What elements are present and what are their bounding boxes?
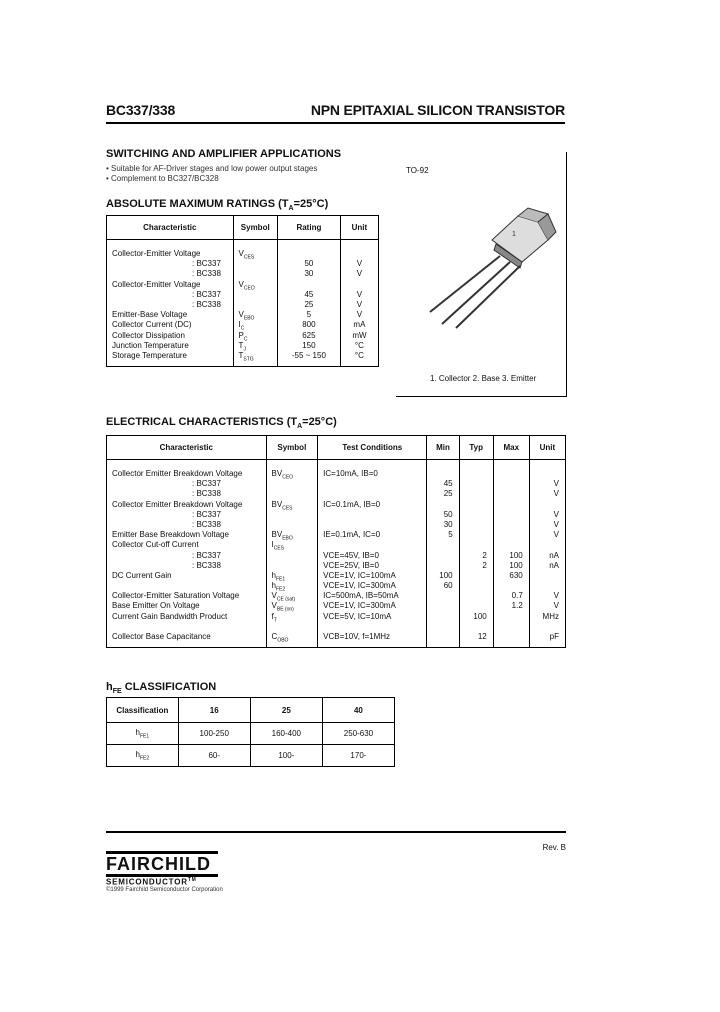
min-cell: 30 <box>443 519 453 529</box>
characteristic-cell: : BC337 <box>192 550 221 560</box>
rating-cell: 25 <box>304 299 314 309</box>
package-marking-1: 1 <box>512 231 516 238</box>
fairchild-logo: FAIRCHILD <box>106 854 211 874</box>
characteristic-cell: Collector Base Capacitance <box>112 632 211 641</box>
characteristic-cell: Collector Emitter Breakdown Voltage <box>112 499 243 509</box>
table-cell: 160-400 <box>250 723 322 745</box>
max-cell: 630 <box>509 570 523 580</box>
max-cell <box>494 540 523 550</box>
min-cell <box>427 469 452 479</box>
condition-cell <box>323 489 426 499</box>
max-cell: 1.2 <box>511 601 523 611</box>
symbol-cell: $T_{STG}$ <box>238 350 254 363</box>
characteristic-cell: Collector-Emitter Voltage <box>112 279 201 289</box>
min-cell <box>427 561 452 571</box>
symbol-cell: $T_J$ <box>238 340 246 353</box>
col-class-25: 25 <box>250 698 322 723</box>
col-unit: Unit <box>340 216 378 240</box>
min-cell: 45 <box>443 479 453 489</box>
min-cell <box>427 632 452 642</box>
characteristic-cell: Collector Emitter Breakdown Voltage <box>112 469 243 478</box>
footer-rule <box>106 831 566 833</box>
col-rating: Rating <box>277 216 340 240</box>
applications-title: SWITCHING AND AMPLIFIER APPLICATIONS <box>106 148 342 160</box>
characteristic-cell: Collector-Emitter Saturation Voltage <box>112 591 240 601</box>
unit-cell: V <box>553 479 559 489</box>
condition-cell: IC=500mA, IB=50mA <box>323 591 399 601</box>
condition-cell <box>323 540 426 550</box>
characteristic-cell: Junction Temperature <box>112 340 189 350</box>
characteristic-cell: : BC338 <box>192 560 221 570</box>
characteristic-cell: : BC338 <box>192 269 221 279</box>
application-bullet: • Complement to BC327/BC328 <box>106 174 219 183</box>
symbol-cell: $V_{CEO}$ <box>238 279 255 292</box>
rating-cell <box>278 280 340 290</box>
elec-title: ELECTRICAL CHARACTERISTICS $(T_A=25^\circ C)$ <box>106 416 337 431</box>
characteristic-cell: : BC338 <box>192 489 221 499</box>
symbol-cell <box>239 300 277 310</box>
characteristic-cell <box>112 622 266 632</box>
condition-cell <box>323 479 426 489</box>
unit-cell: MHz <box>542 611 559 621</box>
unit-cell: mW <box>352 330 367 340</box>
table-row: $h_{FE2}$ 60- 100- 170- <box>107 745 395 767</box>
symbol-cell: $h_{FE2}$ <box>271 581 286 593</box>
unit-cell: V <box>553 519 559 529</box>
typ-cell: 2 <box>482 550 487 560</box>
symbol-cell: $f_T$ <box>271 611 277 624</box>
unit-cell <box>530 540 559 550</box>
rating-cell: 150 <box>302 340 316 350</box>
max-cell <box>494 500 523 510</box>
typ-cell <box>460 540 487 550</box>
col-classification: Classification <box>107 698 179 723</box>
min-cell <box>427 551 452 561</box>
rating-cell: 800 <box>302 320 316 330</box>
logo-subtitle: SEMICONDUCTOR™ <box>106 877 197 887</box>
typ-cell: 100 <box>473 611 487 621</box>
condition-cell <box>323 510 426 520</box>
col-max: Max <box>493 436 529 460</box>
characteristic-cell: Collector-Emitter Voltage <box>112 249 201 258</box>
unit-cell <box>530 571 559 581</box>
typ-cell <box>460 469 487 479</box>
min-cell: 25 <box>443 489 453 499</box>
col-class-40: 40 <box>322 698 394 723</box>
symbol-cell: $V_{CE (sat)}$ <box>271 591 296 603</box>
symbol-cell: $BV_{CES}$ <box>271 499 293 512</box>
col-symbol: Symbol <box>233 216 277 240</box>
min-cell <box>427 540 452 550</box>
symbol-cell: $C_{OBO}$ <box>271 632 289 644</box>
characteristic-cell: Emitter Base Breakdown Voltage <box>112 530 229 540</box>
unit-cell: V <box>356 310 363 320</box>
symbol-cell: $V_{CES}$ <box>238 249 255 261</box>
symbol-cell <box>272 489 318 499</box>
header-rule <box>106 122 565 124</box>
unit-cell <box>341 280 378 290</box>
characteristic-cell: Emitter-Base Voltage <box>112 310 188 320</box>
condition-cell <box>323 622 426 632</box>
characteristic-cell: : BC337 <box>192 289 221 299</box>
hfe-table <box>106 697 395 767</box>
min-cell <box>427 591 452 601</box>
characteristic-cell: Collector Dissipation <box>112 330 185 340</box>
col-unit: Unit <box>529 436 565 460</box>
table-row: $h_{FE1}$ 100-250 160-400 250-630 <box>107 723 395 745</box>
max-cell <box>494 520 523 530</box>
max-cell <box>494 612 523 622</box>
condition-cell: IC=10mA, IB=0 <box>323 469 378 478</box>
unit-cell: pF <box>549 632 559 641</box>
hfe-title: $h_{FE}$ CLASSIFICATION <box>106 681 217 696</box>
min-cell <box>427 500 452 510</box>
unit-cell: V <box>356 269 363 279</box>
max-cell: 0.7 <box>511 591 523 601</box>
part-number: BC337/338 <box>106 102 176 118</box>
unit-cell: V <box>356 259 363 269</box>
condition-cell: IE=0.1mA, IC=0 <box>323 530 381 540</box>
col-min: Min <box>427 436 459 460</box>
condition-cell: VCE=1V, IC=300mA <box>323 581 396 591</box>
unit-cell <box>530 581 559 591</box>
table-cell: 60- <box>178 745 250 767</box>
rating-cell: -55 ~ 150 <box>291 350 326 360</box>
characteristic-cell: : BC337 <box>192 479 221 489</box>
table-cell: 250-630 <box>322 723 394 745</box>
col-characteristic: Characteristic <box>107 436 267 460</box>
typ-cell <box>460 622 487 632</box>
revision: Rev. B <box>542 843 566 852</box>
col-typ: Typ <box>459 436 493 460</box>
typ-cell <box>460 571 487 581</box>
condition-cell: IC=0.1mA, IB=0 <box>323 499 381 509</box>
characteristic-cell: : BC337 <box>192 509 221 519</box>
unit-cell <box>530 469 559 479</box>
max-cell <box>494 632 523 642</box>
unit-cell: mA <box>353 320 366 330</box>
typ-cell <box>460 530 487 540</box>
min-cell <box>427 622 452 632</box>
characteristic-cell: Collector Current (DC) <box>112 320 192 330</box>
characteristic-cell: : BC338 <box>192 299 221 309</box>
typ-cell <box>460 581 487 591</box>
pin-legend: 1. Collector 2. Base 3. Emitter <box>430 374 537 383</box>
symbol-cell: $V_{EBO}$ <box>238 310 255 322</box>
to92-package-drawing <box>400 200 560 340</box>
min-cell: 100 <box>439 570 453 580</box>
max-cell <box>494 530 523 540</box>
unit-cell <box>341 249 378 259</box>
max-cell <box>494 622 523 632</box>
characteristic-cell <box>112 581 266 591</box>
max-cell <box>494 469 523 479</box>
abs-max-title: ABSOLUTE MAXIMUM RATINGS $(T_A=25^\circ C)$ <box>106 198 329 213</box>
symbol-cell <box>272 510 318 520</box>
symbol-cell <box>272 479 318 489</box>
typ-cell <box>460 489 487 499</box>
max-cell: 100 <box>509 550 523 560</box>
unit-cell: nA <box>549 550 559 560</box>
unit-cell: V <box>553 530 559 540</box>
max-cell <box>494 581 523 591</box>
copyright: ©1999 Fairchild Semiconductor Corporation <box>106 887 223 893</box>
min-cell: 50 <box>443 509 453 519</box>
table-cell: 170- <box>322 745 394 767</box>
rating-cell: 50 <box>304 259 314 269</box>
symbol-cell: $I_C$ <box>238 320 245 332</box>
max-cell <box>494 479 523 489</box>
min-cell: 60 <box>443 581 453 591</box>
document-title: NPN EPITAXIAL SILICON TRANSISTOR <box>310 102 565 118</box>
rating-cell: 5 <box>306 310 312 320</box>
col-symbol: Symbol <box>266 436 318 460</box>
package-name: TO-92 <box>406 166 429 175</box>
typ-cell: 2 <box>482 560 487 570</box>
symbol-cell: $V_{BE (on)}$ <box>271 601 294 614</box>
unit-cell: V <box>356 289 363 299</box>
condition-cell: VCE=1V, IC=100mA <box>323 570 396 580</box>
max-cell: 100 <box>509 560 523 570</box>
symbol-cell: $I_{CES}$ <box>271 540 285 552</box>
row-label: h <box>135 727 140 737</box>
application-bullet: • Suitable for AF-Driver stages and low power output stages <box>106 164 318 173</box>
condition-cell: VCE=45V, IB=0 <box>323 550 379 560</box>
characteristic-cell: Storage Temperature <box>112 350 188 360</box>
unit-cell: V <box>553 601 559 611</box>
unit-cell: °C <box>354 350 364 360</box>
applications-list <box>106 164 317 184</box>
min-cell <box>427 612 452 622</box>
min-cell: 5 <box>448 530 453 540</box>
unit-cell: V <box>553 509 559 519</box>
condition-cell: VCE=1V, IC=300mA <box>323 601 396 611</box>
max-cell <box>494 489 523 499</box>
symbol-cell <box>272 561 318 571</box>
characteristic-cell: Current Gain Bandwidth Product <box>112 611 228 621</box>
symbol-cell: $BV_{CEO}$ <box>271 469 294 481</box>
typ-cell <box>460 520 487 530</box>
min-cell <box>427 601 452 611</box>
symbol-cell <box>272 551 318 561</box>
typ-cell <box>460 601 487 611</box>
col-class-16: 16 <box>178 698 250 723</box>
symbol-cell <box>239 290 277 300</box>
characteristic-cell: : BC338 <box>192 519 221 529</box>
unit-cell: °C <box>354 340 364 350</box>
condition-cell: VCE=25V, IB=0 <box>323 560 379 570</box>
elec-table <box>106 435 566 648</box>
abs-max-table <box>106 215 379 367</box>
table-cell: 100- <box>250 745 322 767</box>
col-characteristic: Characteristic <box>107 216 234 240</box>
characteristic-cell: DC Current Gain <box>112 570 172 580</box>
unit-cell <box>530 500 559 510</box>
symbol-cell <box>272 520 318 530</box>
typ-cell <box>460 500 487 510</box>
typ-cell <box>460 479 487 489</box>
symbol-cell: $BV_{EBO}$ <box>271 530 293 542</box>
characteristic-cell: : BC337 <box>192 259 221 269</box>
condition-cell: VCE=5V, IC=10mA <box>323 611 392 621</box>
condition-cell: VCB=10V, f=1MHz <box>323 632 391 641</box>
rating-cell: 30 <box>304 269 314 279</box>
rating-cell: 625 <box>302 330 316 340</box>
typ-cell <box>460 591 487 601</box>
typ-cell: 12 <box>477 632 487 641</box>
rating-cell <box>278 249 340 259</box>
symbol-cell <box>272 622 318 632</box>
unit-cell: V <box>553 591 559 601</box>
characteristic-cell: Collector Cut-off Current <box>112 540 199 550</box>
typ-cell <box>460 510 487 520</box>
unit-cell: V <box>553 489 559 499</box>
max-cell <box>494 510 523 520</box>
rating-cell: 45 <box>304 289 314 299</box>
row-label: h <box>135 749 140 759</box>
symbol-cell: $h_{FE1}$ <box>271 570 286 583</box>
unit-cell: nA <box>549 560 559 570</box>
unit-cell: V <box>356 299 363 309</box>
symbol-cell: $P_C$ <box>238 330 248 343</box>
characteristic-cell: Base Emitter On Voltage <box>112 601 200 611</box>
unit-cell <box>530 622 559 632</box>
condition-cell <box>323 520 426 530</box>
symbol-cell <box>239 269 277 279</box>
col-test-conditions: Test Conditions <box>318 436 427 460</box>
table-cell: 100-250 <box>178 723 250 745</box>
